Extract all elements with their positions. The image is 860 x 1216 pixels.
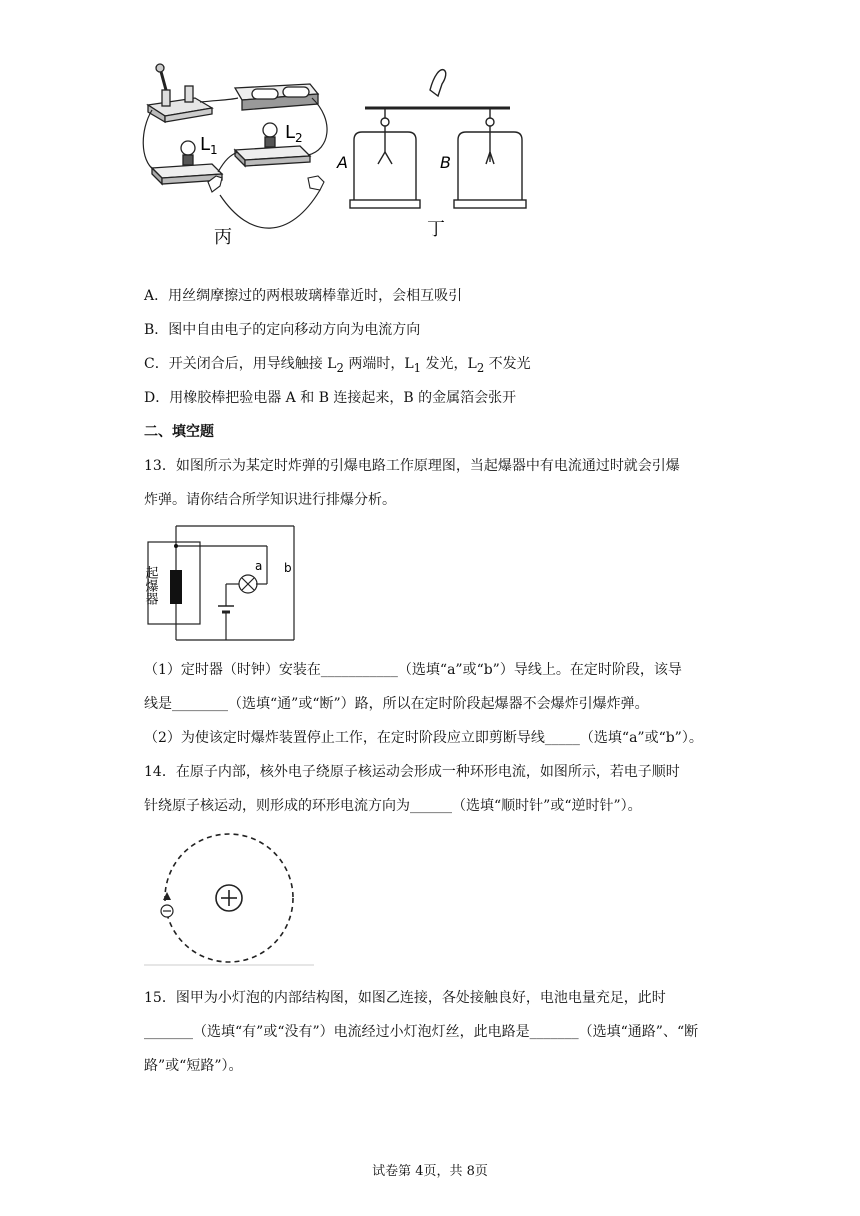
atom-orbit-diagram bbox=[144, 828, 314, 968]
label-l2: $L_2$ bbox=[285, 122, 303, 145]
direction-arrow-icon bbox=[163, 892, 171, 900]
label-detonator: 起爆器 bbox=[142, 566, 158, 605]
page-footer: 试卷第 4页，共 8页 bbox=[372, 1164, 488, 1179]
label-b: B bbox=[440, 153, 451, 172]
q14-line-1: 14．在原子内部，核外电子绕原子核运动会形成一种环形电流，如图所示，若电子顺时 bbox=[144, 764, 680, 780]
electroscope-diagram bbox=[350, 70, 526, 208]
q15-line-2: _______（选填“有”或“没有”）电流经过小灯泡灯丝，此电路是_______（选填“通路”、“断 bbox=[144, 1024, 699, 1040]
option-d: D．用橡胶棒把验电器 A 和 B 连接起来，B 的金属箔会张开 bbox=[144, 390, 517, 406]
q15-line-3: 路”或“短路”）。 bbox=[144, 1058, 243, 1074]
q13-sub2: （2）为使该定时爆炸装置停止工作，在定时阶段应立即剪断导线_____（选填“a”或“b”）。 bbox=[144, 730, 703, 746]
option-a: A．用丝绸摩擦过的两根玻璃棒靠近时，会相互吸引 bbox=[144, 288, 463, 304]
q13-line-1: 13．如图所示为某定时炸弹的引爆电路工作原理图，当起爆器中有电流通过时就会引爆 bbox=[144, 458, 680, 474]
option-b: B．图中自由电子的定向移动方向为电流方向 bbox=[144, 322, 421, 338]
label-wire-a: a bbox=[255, 559, 263, 573]
section-heading: 二、填空题 bbox=[144, 424, 214, 440]
option-c: C．开关闭合后，用导线触接 $L_2$ 两端时，$L_1$ 发光，$L_2$ 不发光 bbox=[144, 356, 531, 375]
q13-sub1-line-1: （1）定时器（时钟）安装在___________（选填“a”或“b”）导线上。在定时阶段，该导 bbox=[144, 662, 682, 678]
battery-box-diagram bbox=[235, 84, 318, 110]
caption-ding: 丁 bbox=[427, 219, 445, 240]
electron-minus-icon bbox=[161, 905, 173, 917]
switch-diagram bbox=[148, 64, 212, 122]
label-a: A bbox=[337, 153, 348, 172]
label-l1: $L_1$ bbox=[200, 134, 218, 157]
q14-line-2: 针绕原子核运动，则形成的环形电流方向为______（选填“顺时针”或“逆时针”）。 bbox=[144, 798, 642, 814]
q13-line-2: 炸弹。请你结合所学知识进行排爆分析。 bbox=[144, 492, 396, 508]
q13-sub1-line-2: 线是________（选填“通”或“断”）路，所以在定时阶段起爆器不会爆炸引爆炸弹。 bbox=[144, 696, 649, 712]
caption-bing: 丙 bbox=[214, 227, 232, 248]
detonator-circuit-diagram bbox=[142, 522, 302, 646]
figure-bing-ding bbox=[140, 60, 540, 250]
hands-holding-wire bbox=[208, 176, 324, 192]
nucleus-plus-icon bbox=[216, 885, 242, 911]
q15-line-1: 15．图甲为小灯泡的内部结构图，如图乙连接，各处接触良好，电池电量充足，此时 bbox=[144, 990, 666, 1006]
label-wire-b: b bbox=[284, 561, 292, 575]
